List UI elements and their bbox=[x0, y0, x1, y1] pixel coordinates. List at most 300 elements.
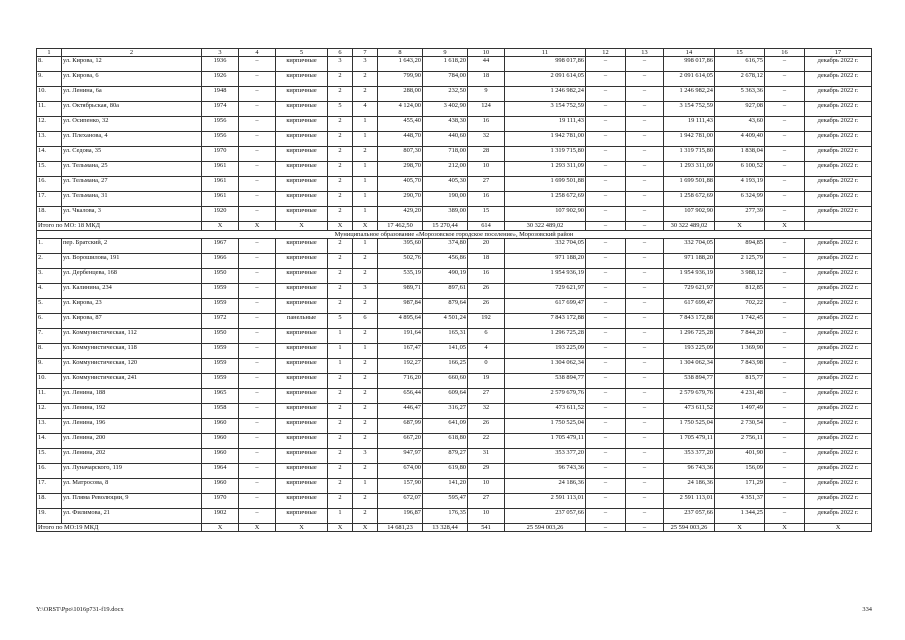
table-cell: декабрь 2022 г. bbox=[805, 162, 872, 177]
table-cell: 43,60 bbox=[715, 117, 765, 132]
table-cell: кирпичные bbox=[276, 147, 328, 162]
table-cell: – bbox=[765, 72, 805, 87]
table-cell: 2 591 113,01 bbox=[664, 493, 715, 508]
table-cell: 2 bbox=[353, 463, 378, 478]
file-path: Y:\ORST\Ppo\1016p731-f19.docx bbox=[36, 606, 124, 613]
table-cell: ул. Кирова, 87 bbox=[62, 313, 202, 328]
table-cell: – bbox=[626, 177, 664, 192]
table-cell: 190,00 bbox=[423, 192, 468, 207]
table-cell: декабрь 2022 г. bbox=[805, 268, 872, 283]
column-number: 13 bbox=[626, 49, 664, 57]
table-cell: – bbox=[239, 87, 276, 102]
total-cell: X bbox=[239, 523, 276, 531]
table-row bbox=[37, 102, 872, 117]
table-cell: – bbox=[586, 117, 626, 132]
table-cell: – bbox=[765, 403, 805, 418]
table-cell: 16. bbox=[37, 463, 62, 478]
table-cell: декабрь 2022 г. bbox=[805, 373, 872, 388]
total-cell: X bbox=[276, 222, 328, 230]
table-cell: – bbox=[239, 403, 276, 418]
table-cell: 156,09 bbox=[715, 463, 765, 478]
table-cell: – bbox=[586, 177, 626, 192]
table-cell: 1967 bbox=[202, 238, 239, 253]
table-cell: 3 bbox=[328, 57, 353, 72]
table-cell: 716,20 bbox=[378, 373, 423, 388]
table-cell: – bbox=[626, 87, 664, 102]
table-cell: 2 bbox=[328, 373, 353, 388]
table-cell: 672,07 bbox=[378, 493, 423, 508]
table-cell: декабрь 2022 г. bbox=[805, 463, 872, 478]
table-cell: 2 bbox=[328, 192, 353, 207]
table-row bbox=[37, 493, 872, 508]
table-cell: 2 bbox=[353, 268, 378, 283]
table-cell: 9. bbox=[37, 358, 62, 373]
table-cell: 1 bbox=[353, 478, 378, 493]
table-cell: 807,30 bbox=[378, 147, 423, 162]
table-cell: 11. bbox=[37, 388, 62, 403]
table-cell: 298,70 bbox=[378, 162, 423, 177]
column-number: 4 bbox=[239, 49, 276, 57]
table-cell: 96 743,36 bbox=[505, 463, 586, 478]
table-cell: 2 bbox=[353, 433, 378, 448]
table-cell: 1 699 501,88 bbox=[664, 177, 715, 192]
table-cell: 1 643,20 bbox=[378, 57, 423, 72]
table-cell: 405,70 bbox=[378, 177, 423, 192]
table-cell: ул. Калинина, 234 bbox=[62, 283, 202, 298]
table-cell: 16 bbox=[468, 192, 505, 207]
total-cell bbox=[805, 222, 872, 230]
table-cell: 674,00 bbox=[378, 463, 423, 478]
section-header-row bbox=[37, 230, 872, 238]
table-cell: кирпичные bbox=[276, 57, 328, 72]
table-cell: 879,64 bbox=[423, 298, 468, 313]
column-number: 5 bbox=[276, 49, 328, 57]
table-row bbox=[37, 373, 872, 388]
table-cell: 2 bbox=[353, 508, 378, 523]
table-cell: кирпичные bbox=[276, 132, 328, 147]
total-cell: X bbox=[765, 523, 805, 531]
table-cell: 2 bbox=[328, 207, 353, 222]
table-cell: 538 894,77 bbox=[664, 373, 715, 388]
table-cell: – bbox=[626, 373, 664, 388]
table-cell: 4 501,24 bbox=[423, 313, 468, 328]
column-number: 10 bbox=[468, 49, 505, 57]
table-cell: 1 750 525,04 bbox=[505, 418, 586, 433]
table-cell: 729 621,97 bbox=[505, 283, 586, 298]
table-cell: 987,84 bbox=[378, 298, 423, 313]
table-cell: 3 402,90 bbox=[423, 102, 468, 117]
table-cell: декабрь 2022 г. bbox=[805, 493, 872, 508]
table-cell: – bbox=[626, 132, 664, 147]
table-cell: 1 258 672,69 bbox=[664, 192, 715, 207]
table-cell: декабрь 2022 г. bbox=[805, 433, 872, 448]
table-cell: 1 bbox=[353, 117, 378, 132]
table-cell: 1970 bbox=[202, 147, 239, 162]
table-cell: – bbox=[239, 283, 276, 298]
total-label: Итого по МО: 18 МКД bbox=[37, 222, 202, 230]
table-cell: – bbox=[626, 192, 664, 207]
table-cell: кирпичные bbox=[276, 162, 328, 177]
table-cell: 288,00 bbox=[378, 87, 423, 102]
table-cell: 619,80 bbox=[423, 463, 468, 478]
table-cell: кирпичные bbox=[276, 493, 328, 508]
table-cell: 15 bbox=[468, 207, 505, 222]
table-cell: 19 111,43 bbox=[664, 117, 715, 132]
table-cell: – bbox=[765, 253, 805, 268]
table-cell: 3 154 752,59 bbox=[664, 102, 715, 117]
table-row bbox=[37, 418, 872, 433]
table-cell: 9 bbox=[468, 87, 505, 102]
table-cell: 1 293 311,09 bbox=[505, 162, 586, 177]
table-cell: пер. Братский, 2 bbox=[62, 238, 202, 253]
table-cell: декабрь 2022 г. bbox=[805, 147, 872, 162]
table-cell: декабрь 2022 г. bbox=[805, 72, 872, 87]
table-cell: 2 bbox=[328, 132, 353, 147]
table-cell: 17. bbox=[37, 192, 62, 207]
table-cell: – bbox=[765, 57, 805, 72]
table-cell: 28 bbox=[468, 147, 505, 162]
table-cell: 12. bbox=[37, 403, 62, 418]
table-cell: 2 bbox=[328, 162, 353, 177]
table-cell: 2 bbox=[353, 358, 378, 373]
table-cell: – bbox=[765, 343, 805, 358]
table-cell: 812,85 bbox=[715, 283, 765, 298]
table-cell: ул. Ленина, 200 bbox=[62, 433, 202, 448]
table-cell: 237 057,66 bbox=[664, 508, 715, 523]
table-cell: 4 231,48 bbox=[715, 388, 765, 403]
table-cell: ул. Ворошилова, 191 bbox=[62, 253, 202, 268]
table-cell: – bbox=[626, 238, 664, 253]
table-cell: кирпичные bbox=[276, 102, 328, 117]
column-number: 1 bbox=[37, 49, 62, 57]
table-cell: 290,70 bbox=[378, 192, 423, 207]
table-cell: 7 843 172,88 bbox=[664, 313, 715, 328]
table-cell: – bbox=[626, 117, 664, 132]
table-cell: 4 bbox=[468, 343, 505, 358]
table-cell: 31 bbox=[468, 448, 505, 463]
table-cell: 1 954 936,19 bbox=[505, 268, 586, 283]
table-cell: декабрь 2022 г. bbox=[805, 283, 872, 298]
table-cell: – bbox=[239, 57, 276, 72]
table-cell: – bbox=[586, 192, 626, 207]
table-cell: 2 bbox=[353, 253, 378, 268]
table-cell: кирпичные bbox=[276, 117, 328, 132]
table-cell: 2 bbox=[353, 147, 378, 162]
table-cell: 157,90 bbox=[378, 478, 423, 493]
table-cell: 7. bbox=[37, 328, 62, 343]
table-cell: – bbox=[765, 358, 805, 373]
table-cell: 1 bbox=[353, 343, 378, 358]
total-cell: 25 594 003,26 bbox=[505, 523, 586, 531]
table-cell: 1 246 982,24 bbox=[505, 87, 586, 102]
total-cell: X bbox=[202, 523, 239, 531]
table-cell: – bbox=[239, 132, 276, 147]
table-cell: ул. Ленина, 196 bbox=[62, 418, 202, 433]
table-cell: кирпичные bbox=[276, 207, 328, 222]
table-cell: – bbox=[765, 478, 805, 493]
table-cell: – bbox=[765, 117, 805, 132]
table-cell: – bbox=[586, 72, 626, 87]
table-cell: кирпичные bbox=[276, 373, 328, 388]
table-cell: – bbox=[586, 162, 626, 177]
table-cell: 618,80 bbox=[423, 433, 468, 448]
table-cell: 947,97 bbox=[378, 448, 423, 463]
table-cell: – bbox=[626, 418, 664, 433]
table-cell: декабрь 2022 г. bbox=[805, 298, 872, 313]
table-cell: 2 bbox=[328, 87, 353, 102]
table-cell: 26 bbox=[468, 298, 505, 313]
table-cell: декабрь 2022 г. bbox=[805, 328, 872, 343]
table-cell: 2 bbox=[328, 238, 353, 253]
total-cell: 614 bbox=[468, 222, 505, 230]
table-cell: декабрь 2022 г. bbox=[805, 177, 872, 192]
table-cell: 2 bbox=[353, 493, 378, 508]
table-cell: 332 704,05 bbox=[505, 238, 586, 253]
table-cell: 927,08 bbox=[715, 102, 765, 117]
table-cell: 2 bbox=[328, 418, 353, 433]
table-cell: 14. bbox=[37, 147, 62, 162]
table-cell: 998 017,86 bbox=[505, 57, 586, 72]
table-cell: 10. bbox=[37, 87, 62, 102]
table-cell: 1960 bbox=[202, 433, 239, 448]
table-cell: – bbox=[765, 238, 805, 253]
table-cell: 316,27 bbox=[423, 403, 468, 418]
table-cell: декабрь 2022 г. bbox=[805, 207, 872, 222]
column-number: 8 bbox=[378, 49, 423, 57]
table-cell: 2 bbox=[353, 418, 378, 433]
table-cell: декабрь 2022 г. bbox=[805, 132, 872, 147]
table-cell: 192 bbox=[468, 313, 505, 328]
table-cell: 3 154 752,59 bbox=[505, 102, 586, 117]
table-cell: 2 bbox=[328, 298, 353, 313]
table-cell: 165,31 bbox=[423, 328, 468, 343]
table-cell: 10 bbox=[468, 478, 505, 493]
table-cell: 438,30 bbox=[423, 117, 468, 132]
table-cell: ул. Ленина, 192 bbox=[62, 403, 202, 418]
table-cell: 1 699 501,88 bbox=[505, 177, 586, 192]
total-cell: X bbox=[276, 523, 328, 531]
table-cell: 19. bbox=[37, 508, 62, 523]
table-cell: 1959 bbox=[202, 373, 239, 388]
table-cell: 2 bbox=[328, 388, 353, 403]
table-cell: 15. bbox=[37, 162, 62, 177]
table-cell: 2 091 614,05 bbox=[664, 72, 715, 87]
total-cell: – bbox=[626, 523, 664, 531]
total-cell: X bbox=[765, 222, 805, 230]
table-cell: кирпичные bbox=[276, 268, 328, 283]
table-cell: 2 bbox=[328, 253, 353, 268]
table-cell: декабрь 2022 г. bbox=[805, 102, 872, 117]
table-cell: декабрь 2022 г. bbox=[805, 478, 872, 493]
table-cell: – bbox=[765, 508, 805, 523]
table-cell: 687,99 bbox=[378, 418, 423, 433]
table-cell: – bbox=[626, 268, 664, 283]
table-cell: – bbox=[626, 283, 664, 298]
table-cell: 656,44 bbox=[378, 388, 423, 403]
table-cell: 3 988,12 bbox=[715, 268, 765, 283]
table-cell: ул. Матросова, 8 bbox=[62, 478, 202, 493]
column-number: 11 bbox=[505, 49, 586, 57]
table-cell: 2 579 679,76 bbox=[664, 388, 715, 403]
table-cell: кирпичные bbox=[276, 508, 328, 523]
table-cell: 16 bbox=[468, 117, 505, 132]
table-cell: 1966 bbox=[202, 253, 239, 268]
table-cell: ул. Ленина, 6а bbox=[62, 87, 202, 102]
table-cell: 1 bbox=[328, 508, 353, 523]
table-cell: 1 369,90 bbox=[715, 343, 765, 358]
table-cell: 1 319 715,80 bbox=[664, 147, 715, 162]
table-cell: 1 bbox=[328, 358, 353, 373]
table-row bbox=[37, 268, 872, 283]
table-cell: ул. Осипенко, 32 bbox=[62, 117, 202, 132]
table-cell: 1 497,49 bbox=[715, 403, 765, 418]
table-cell: декабрь 2022 г. bbox=[805, 192, 872, 207]
table-cell: – bbox=[239, 192, 276, 207]
table-row bbox=[37, 343, 872, 358]
table-cell: – bbox=[239, 433, 276, 448]
table-cell: 1 293 311,09 bbox=[664, 162, 715, 177]
table-cell: 2 bbox=[328, 433, 353, 448]
table-cell: 107 902,90 bbox=[664, 207, 715, 222]
table-row bbox=[37, 132, 872, 147]
table-cell: 193 225,09 bbox=[505, 343, 586, 358]
table-cell: 6 100,52 bbox=[715, 162, 765, 177]
table-cell: 641,09 bbox=[423, 418, 468, 433]
table-cell: 5. bbox=[37, 298, 62, 313]
table-cell: – bbox=[239, 448, 276, 463]
table-cell: 18. bbox=[37, 207, 62, 222]
total-cell: – bbox=[586, 523, 626, 531]
table-cell: 2 bbox=[328, 478, 353, 493]
table-cell: 2 730,54 bbox=[715, 418, 765, 433]
table-cell: 2 bbox=[328, 72, 353, 87]
table-cell: 1959 bbox=[202, 298, 239, 313]
table-cell: – bbox=[626, 253, 664, 268]
table-cell: – bbox=[586, 207, 626, 222]
housing-table bbox=[36, 48, 872, 532]
table-cell: ул. Тельмана, 31 bbox=[62, 192, 202, 207]
table-cell: кирпичные bbox=[276, 253, 328, 268]
table-cell: 1 bbox=[353, 132, 378, 147]
table-cell: 1959 bbox=[202, 283, 239, 298]
table-cell: 2 bbox=[353, 403, 378, 418]
total-cell: 14 681,23 bbox=[378, 523, 423, 531]
table-cell: декабрь 2022 г. bbox=[805, 117, 872, 132]
table-cell: – bbox=[239, 373, 276, 388]
table-cell: 815,77 bbox=[715, 373, 765, 388]
table-cell: 660,60 bbox=[423, 373, 468, 388]
table-cell: 595,47 bbox=[423, 493, 468, 508]
table-cell: – bbox=[239, 463, 276, 478]
table-cell: – bbox=[626, 463, 664, 478]
table-cell: – bbox=[586, 493, 626, 508]
total-cell: – bbox=[586, 222, 626, 230]
table-cell: 26 bbox=[468, 418, 505, 433]
table-cell: 1926 bbox=[202, 72, 239, 87]
table-cell: – bbox=[239, 72, 276, 87]
table-cell: 490,19 bbox=[423, 268, 468, 283]
table-cell: кирпичные bbox=[276, 463, 328, 478]
table-cell: 1956 bbox=[202, 132, 239, 147]
table-row bbox=[37, 448, 872, 463]
table-cell: 2 bbox=[328, 117, 353, 132]
total-cell: 30 322 489,02 bbox=[505, 222, 586, 230]
table-row bbox=[37, 313, 872, 328]
table-row bbox=[37, 298, 872, 313]
table-cell: 2 756,11 bbox=[715, 433, 765, 448]
table-cell: – bbox=[586, 102, 626, 117]
total-cell: 13 328,44 bbox=[423, 523, 468, 531]
table-cell: ул. Ленина, 188 bbox=[62, 388, 202, 403]
table-cell: – bbox=[626, 313, 664, 328]
table-cell: 473 611,52 bbox=[664, 403, 715, 418]
table-row bbox=[37, 162, 872, 177]
table-cell: 1 304 062,34 bbox=[664, 358, 715, 373]
table-cell: – bbox=[586, 418, 626, 433]
table-cell: – bbox=[586, 478, 626, 493]
table-cell: ул. Коммунистическая, 112 bbox=[62, 328, 202, 343]
table-row bbox=[37, 147, 872, 162]
table-cell: 1 bbox=[353, 177, 378, 192]
table-cell: – bbox=[586, 403, 626, 418]
table-cell: – bbox=[626, 298, 664, 313]
table-cell: – bbox=[586, 87, 626, 102]
table-cell: – bbox=[586, 388, 626, 403]
table-cell: 1970 bbox=[202, 493, 239, 508]
table-cell: 27 bbox=[468, 388, 505, 403]
table-cell: 2 bbox=[353, 388, 378, 403]
table-cell: 473 611,52 bbox=[505, 403, 586, 418]
table-cell: ул. Кирова, 6 bbox=[62, 72, 202, 87]
column-number: 17 bbox=[805, 49, 872, 57]
table-cell: 2 591 113,01 bbox=[505, 493, 586, 508]
page-number: 334 bbox=[862, 606, 872, 613]
table-cell: 1902 bbox=[202, 508, 239, 523]
table-cell: 998 017,86 bbox=[664, 57, 715, 72]
table-cell: 1 838,04 bbox=[715, 147, 765, 162]
table-cell: – bbox=[765, 328, 805, 343]
table-cell: – bbox=[239, 298, 276, 313]
table-cell: 6 bbox=[353, 313, 378, 328]
table-cell: – bbox=[239, 177, 276, 192]
table-cell: кирпичные bbox=[276, 418, 328, 433]
table-cell: ул. Коммунистическая, 118 bbox=[62, 343, 202, 358]
table-cell: декабрь 2022 г. bbox=[805, 418, 872, 433]
table-cell: 141,20 bbox=[423, 478, 468, 493]
table-cell: – bbox=[239, 418, 276, 433]
table-cell: 6. bbox=[37, 313, 62, 328]
column-number: 16 bbox=[765, 49, 805, 57]
table-cell: 616,75 bbox=[715, 57, 765, 72]
table-cell: кирпичные bbox=[276, 403, 328, 418]
table-cell: кирпичные bbox=[276, 192, 328, 207]
table-cell: 7 843 172,88 bbox=[505, 313, 586, 328]
table-cell: 405,30 bbox=[423, 177, 468, 192]
table-cell: – bbox=[239, 343, 276, 358]
table-cell: 1 296 725,28 bbox=[505, 328, 586, 343]
table-cell: декабрь 2022 г. bbox=[805, 388, 872, 403]
table-row bbox=[37, 177, 872, 192]
table-cell: 502,76 bbox=[378, 253, 423, 268]
table-cell: – bbox=[586, 283, 626, 298]
table-cell: 538 894,77 bbox=[505, 373, 586, 388]
table-cell: 14. bbox=[37, 433, 62, 448]
section-title: Муниципальное образование «Морозовское городское поселение», Морозовский район bbox=[37, 230, 872, 238]
total-cell: X bbox=[715, 523, 765, 531]
table-cell: – bbox=[586, 373, 626, 388]
table-cell: 1 bbox=[353, 162, 378, 177]
table-cell: 2 091 614,05 bbox=[505, 72, 586, 87]
